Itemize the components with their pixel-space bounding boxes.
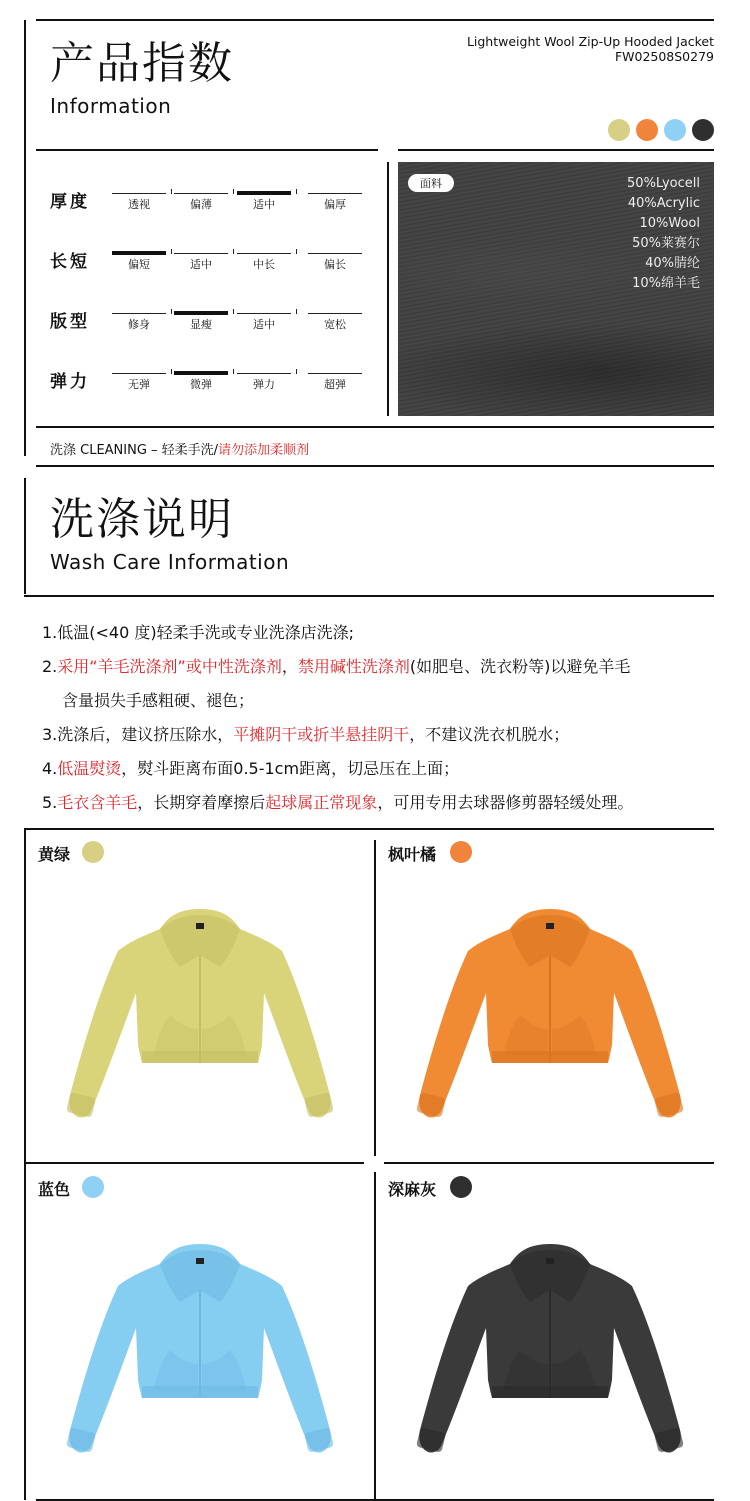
care-highlight: 低温熨烫 [57, 759, 122, 778]
color-dot-blue [82, 1176, 104, 1198]
wash-header-rule [24, 595, 714, 597]
care-highlight: 平摊阴干或折半悬挂阴干 [233, 725, 410, 744]
rating-option: 适中 [253, 318, 275, 331]
rating-tick [233, 189, 234, 194]
wash-frame-left [24, 478, 26, 594]
rating-option: 宽松 [324, 318, 346, 331]
swatch-dark-grey [692, 119, 714, 141]
page-title: 产品指数 [50, 38, 234, 89]
wash-care-item [42, 616, 722, 650]
rating-option: 超弹 [324, 378, 346, 391]
ratings-divider [387, 162, 389, 416]
rating-tick [296, 369, 297, 374]
wash-care-item [42, 752, 722, 786]
cleaning-top-rule [36, 426, 714, 428]
rating-tick [233, 309, 234, 314]
color-name-dark-grey: 深麻灰 [388, 1180, 437, 1199]
rating-label: 版型 [50, 312, 90, 332]
rating-segment [308, 373, 362, 374]
cleaning-note [50, 439, 309, 458]
rating-segment-selected [237, 191, 291, 195]
rating-tick [171, 189, 172, 194]
cleaning-prefix: 洗涤 CLEANING – 轻柔手洗/ [50, 443, 219, 458]
rating-segment [112, 313, 166, 314]
color-dot-yellow-green [82, 841, 104, 863]
care-text: ，不建议洗衣机脱水； [409, 725, 570, 744]
colors-frame-left [24, 828, 26, 1500]
care-text: 4. [42, 759, 58, 778]
rating-label: 长短 [50, 252, 90, 272]
color-dot-dark-grey [450, 1176, 472, 1198]
rating-segment [237, 253, 291, 254]
jacket-image-blue [50, 1230, 350, 1469]
wash-subtitle: Wash Care Information [50, 550, 290, 574]
rating-option: 修身 [128, 318, 150, 331]
rating-segment [237, 313, 291, 314]
rating-segment [308, 313, 362, 314]
care-text: ，熨斗距离布面0.5-1cm距离，切忌压在上面； [121, 759, 460, 778]
rating-segment [112, 373, 166, 374]
care-highlight: 毛衣含羊毛 [57, 793, 138, 812]
rating-tick [233, 369, 234, 374]
product-info [467, 34, 714, 64]
jacket-image-dark-grey [400, 1230, 700, 1469]
rating-segment-selected [112, 251, 166, 255]
colors-mid-rule-left [24, 1162, 364, 1164]
swatch-yellow-green [608, 119, 630, 141]
composition-line: 10%绵羊毛 [632, 276, 700, 291]
rating-segment [237, 373, 291, 374]
care-text: 2. [42, 657, 58, 676]
page-subtitle: Information [50, 94, 172, 118]
care-highlight: 采用“羊毛洗涤剂”或中性洗涤剂 [57, 657, 282, 676]
rating-segment [308, 253, 362, 254]
wash-care-item [42, 684, 722, 718]
color-name-blue: 蓝色 [38, 1180, 71, 1199]
rating-option: 适中 [190, 258, 212, 271]
product-code: FW02508S0279 [614, 49, 714, 64]
rating-segment [308, 193, 362, 194]
rating-option: 弹力 [253, 378, 275, 391]
care-highlight: 起球属正常现象 [265, 793, 378, 812]
fabric-badge: 面料 [408, 174, 454, 192]
jacket-image-yellow-green [50, 895, 350, 1134]
hoodie-illustration [400, 1230, 700, 1465]
rating-option: 显瘦 [190, 318, 212, 331]
fabric-composition [627, 174, 700, 294]
care-text: 5. [42, 793, 58, 812]
colors-divider-bottom [374, 1172, 376, 1500]
colors-mid-rule-right [384, 1162, 714, 1164]
info-top-rule [36, 19, 714, 21]
color-dot-orange [450, 841, 472, 863]
care-text: (如肥皂、洗衣粉等)以避免羊毛 [409, 657, 631, 676]
colors-top-rule [24, 828, 714, 830]
rating-option: 透视 [128, 198, 150, 211]
composition-line: 50%Lyocell [627, 176, 700, 191]
care-text: ，长期穿着摩擦后 [137, 793, 266, 812]
rating-segment-selected [174, 371, 228, 375]
product-name: Lightweight Wool Zip-Up Hooded Jacket [466, 34, 714, 49]
rating-option: 中长 [253, 258, 275, 271]
care-text: 3.洗涤后，建议挤压除水， [42, 725, 234, 744]
hoodie-illustration [400, 895, 700, 1130]
rating-label: 厚度 [50, 192, 90, 212]
rating-tick [296, 309, 297, 314]
care-text: 1.低温(<40 度)轻柔手洗或专业洗涤店洗涤; [42, 623, 354, 642]
hoodie-illustration [50, 895, 350, 1130]
wash-care-item [42, 786, 722, 820]
rating-option: 适中 [253, 198, 275, 211]
colors-divider-top [374, 840, 376, 1156]
rating-tick [233, 249, 234, 254]
composition-line: 50%莱赛尔 [632, 236, 700, 251]
rating-option: 偏厚 [324, 198, 346, 211]
rating-segment [174, 253, 228, 254]
swatch-orange [636, 119, 658, 141]
composition-line: 10%Wool [639, 216, 700, 231]
rating-label: 弹力 [50, 372, 90, 392]
rating-option: 微弹 [190, 378, 212, 391]
rating-tick [296, 189, 297, 194]
rating-segment [174, 193, 228, 194]
care-text: ，可用专用去球器修剪器轻缓处理。 [377, 793, 634, 812]
info-frame-left [24, 20, 26, 456]
rating-option: 偏薄 [190, 198, 212, 211]
fabric-top-rule [398, 149, 714, 151]
rating-option: 无弹 [128, 378, 150, 391]
ratings-top-rule [36, 149, 378, 151]
rating-tick [171, 309, 172, 314]
wash-care-list [42, 616, 722, 820]
fabric-swatch-image [398, 162, 714, 416]
wash-care-item [42, 718, 722, 752]
wash-title: 洗涤说明 [50, 494, 234, 545]
rating-tick [171, 369, 172, 374]
color-name-orange: 枫叶橘 [388, 845, 437, 864]
color-name-yellow-green: 黄绿 [38, 845, 71, 864]
swatch-blue [664, 119, 686, 141]
care-text: ， [281, 657, 298, 676]
care-text: 含量损失手感粗硬、褪色； [62, 691, 255, 710]
cleaning-warning: 请勿添加柔顺剂 [218, 443, 310, 458]
rating-segment-selected [174, 311, 228, 315]
hoodie-illustration [50, 1230, 350, 1465]
rating-tick [296, 249, 297, 254]
composition-line: 40%腈纶 [645, 256, 700, 271]
info-bottom-rule [36, 465, 714, 467]
rating-segment [112, 193, 166, 194]
rating-option: 偏长 [324, 258, 346, 271]
wash-care-item [42, 650, 722, 684]
rating-tick [171, 249, 172, 254]
care-highlight: 禁用碱性洗涤剂 [297, 657, 410, 676]
composition-line: 40%Acrylic [627, 196, 700, 211]
jacket-image-orange [400, 895, 700, 1134]
rating-option: 偏短 [128, 258, 150, 271]
